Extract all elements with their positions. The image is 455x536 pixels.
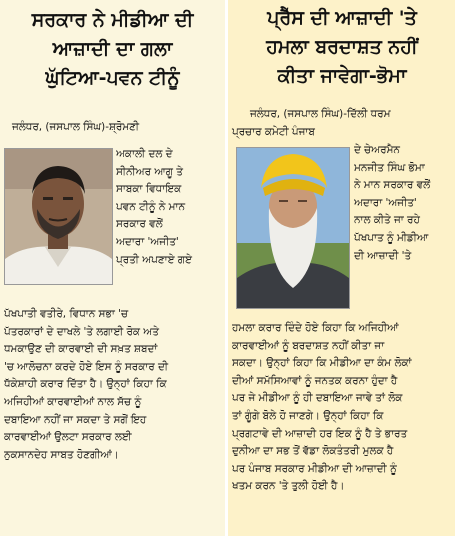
text-line: 'ਚ ਆਲੋਚਨਾ ਕਰਦੇ ਹੋਏ ਇਸ ਨੂੰ ਸਰਕਾਰ ਦੀ <box>4 360 169 373</box>
headline-line: ਸਰਕਾਰ ਨੇ ਮੀਡੀਆ ਦੀ <box>31 9 194 31</box>
headline-line: ਪ੍ਰੈੱਸ ਦੀ ਆਜ਼ਾਦੀ 'ਤੇ <box>267 7 417 29</box>
text-line: ਦੀਆਂ ਸਮੱਸਿਆਵਾਂ ਨੂੰ ਜਨਤਕ ਕਰਨਾ ਹੁੰਦਾ ਹੈ <box>232 374 398 387</box>
text-line: ਪੱਖਪਾਤ ਨੂੰ ਮੀਡੀਆ <box>354 231 429 244</box>
text-line: ਕਾਰਵਾਈਆਂ ਨੂੰ ਬਰਦਾਸ਼ਤ ਨਹੀਂ ਕੀਤਾ ਜਾ <box>232 339 385 352</box>
left-article <box>0 0 225 536</box>
text-line: ਦੇ ਚੇਅਰਮੈਨ <box>354 144 400 156</box>
text-line: ਖਤਮ ਕਰਨ 'ਤੇ ਤੁਲੀ ਹੋਈ ਹੈ। <box>232 480 345 493</box>
text-line: ਅਕਾਲੀ ਦਲ ਦੇ <box>116 148 173 160</box>
portrait-photo-pawan-tinu <box>4 148 113 285</box>
right-side-text <box>354 142 452 265</box>
text-line: ਧੱਕੇਸ਼ਾਹੀ ਕਰਾਰ ਦਿੱਤਾ ਹੈ। ਉਨ੍ਹਾਂ ਕਿਹਾ ਕਿ <box>4 378 167 391</box>
left-headline <box>4 6 221 93</box>
text-line: ਪਰ ਪੰਜਾਬ ਸਰਕਾਰ ਮੀਡੀਆ ਦੀ ਆਜ਼ਾਦੀ ਨੂੰ <box>232 462 397 475</box>
text-line: ਮਨਜੀਤ ਸਿੰਘ ਭੋਮਾ <box>354 161 425 174</box>
text-line: ਅਦਾਰਾ 'ਅਜੀਤ' <box>354 196 417 209</box>
right-headline <box>232 4 452 91</box>
left-dateline: ਜਲੰਧਰ, (ਜਸਪਾਲ ਸਿੰਘ)-ਸ਼੍ਰੋਮਣੀ <box>12 121 140 133</box>
left-side-text <box>116 146 222 269</box>
text-line: ਦੀ ਆਜ਼ਾਦੀ 'ਤੇ <box>354 249 412 262</box>
headline-line: ਆਜ਼ਾਦੀ ਦਾ ਗਲਾ <box>52 38 173 60</box>
text-line: ਪੱਤਰਕਾਰਾਂ ਦੇ ਦਾਖਲੇ 'ਤੇ ਲਗਾਈ ਰੋਕ ਅਤੇ <box>4 325 159 338</box>
text-line: ਹਮਲਾ ਕਰਾਰ ਦਿੰਦੇ ਹੋਏ ਕਿਹਾ ਕਿ ਅਜਿਹੀਆਂ <box>232 322 399 334</box>
text-line: ਸਰਕਾਰ ਵਲੋਂ <box>116 218 163 231</box>
headline-line: ਕੀਤਾ ਜਾਵੇਗਾ-ਭੋਮਾ <box>277 65 407 87</box>
portrait-photo-manjit-singh-bhoma <box>236 147 350 309</box>
text-line: ਪ੍ਰਤੀ ਅਪਣਾਏ ਗਏ <box>116 253 192 266</box>
headline-line: ਹਮਲਾ ਬਰਦਾਸ਼ਤ ਨਹੀਂ <box>266 36 418 58</box>
text-line: ਸਾਬਕਾ ਵਿਧਾਇਕ <box>116 183 182 196</box>
right-body-text <box>232 320 452 496</box>
text-line: ਦੁਨੀਆ ਦਾ ਸਭ ਤੋਂ ਵੱਡਾ ਲੋਕਤੰਤਰੀ ਮੁਲਕ ਹੈ <box>232 445 394 458</box>
text-line: ਨੇ ਮਾਨ ਸਰਕਾਰ ਵਲੋਂ <box>354 179 431 192</box>
text-line: ਤਾਂ ਗੂੰਗੇ ਬੋਲੇ ਹੋ ਜਾਣਗੇ। ਉਨ੍ਹਾਂ ਕਿਹਾ ਕਿ <box>232 409 384 422</box>
text-line: ਧਮਕਾਉਣ ਦੀ ਕਾਰਵਾਈ ਦੀ ਸਖ਼ਤ ਸ਼ਬਦਾਂ <box>4 343 158 356</box>
left-body-text <box>4 306 222 464</box>
text-line: ਪਵਨ ਟੀਨੂੰ ਨੇ ਮਾਨ <box>116 200 185 213</box>
text-line: ਪ੍ਰਚਾਰ ਕਮੇਟੀ ਪੰਜਾਬ <box>232 126 315 138</box>
text-line: ਪਰ ਜੇ ਮੀਡੀਆ ਨੂੰ ਹੀ ਦਬਾਇਆ ਜਾਵੇ ਤਾਂ ਲੋਕ <box>232 392 403 405</box>
text-line: ਨਾਲ ਕੀਤੇ ਜਾ ਰਹੇ <box>354 214 420 227</box>
text-line: ਪੱਖਪਾਤੀ ਵਤੀਰੇ, ਵਿਧਾਨ ਸਭਾ 'ਚ <box>4 308 128 320</box>
text-line: ਕਾਰਵਾਈਆਂ ਉਲਟਾ ਸਰਕਾਰ ਲਈ <box>4 431 132 444</box>
text-line: ਅਦਾਰਾ 'ਅਜੀਤ' <box>116 235 179 248</box>
headline-line: ਘੁੱਟਿਆ-ਪਵਨ ਟੀਨੂੰ <box>45 67 180 89</box>
right-article <box>228 0 455 536</box>
text-line: ਪ੍ਰਗਟਾਵੇ ਦੀ ਆਜ਼ਾਦੀ ਹਰ ਇਕ ਨੂੰ ਹੈ ਤੇ ਭਾਰਤ <box>232 427 408 440</box>
text-line: ਅਜਿਹੀਆਂ ਕਾਰਵਾਈਆਂ ਨਾਲ ਸੱਚ ਨੂੰ <box>4 395 142 408</box>
text-line: ਸਕਦਾ। ਉਨ੍ਹਾਂ ਕਿਹਾ ਕਿ ਮੀਡੀਆ ਦਾ ਕੰਮ ਲੋਕਾਂ <box>232 357 412 370</box>
text-line: ਸੀਨੀਅਰ ਆਗੂ ਤੇ <box>116 165 183 178</box>
text-line: ਦਬਾਇਆ ਨਹੀਂ ਜਾ ਸਕਦਾ ਤੇ ਸਗੋਂ ਇਹ <box>4 413 147 426</box>
right-dateline: ਜਲੰਧਰ, (ਜਸਪਾਲ ਸਿੰਘ)-ਦਿੱਲੀ ਧਰਮ <box>250 108 391 120</box>
text-line: ਨੁਕਸਾਨਦੇਹ ਸਾਬਤ ਹੋਣਗੀਆਂ। <box>4 448 119 461</box>
